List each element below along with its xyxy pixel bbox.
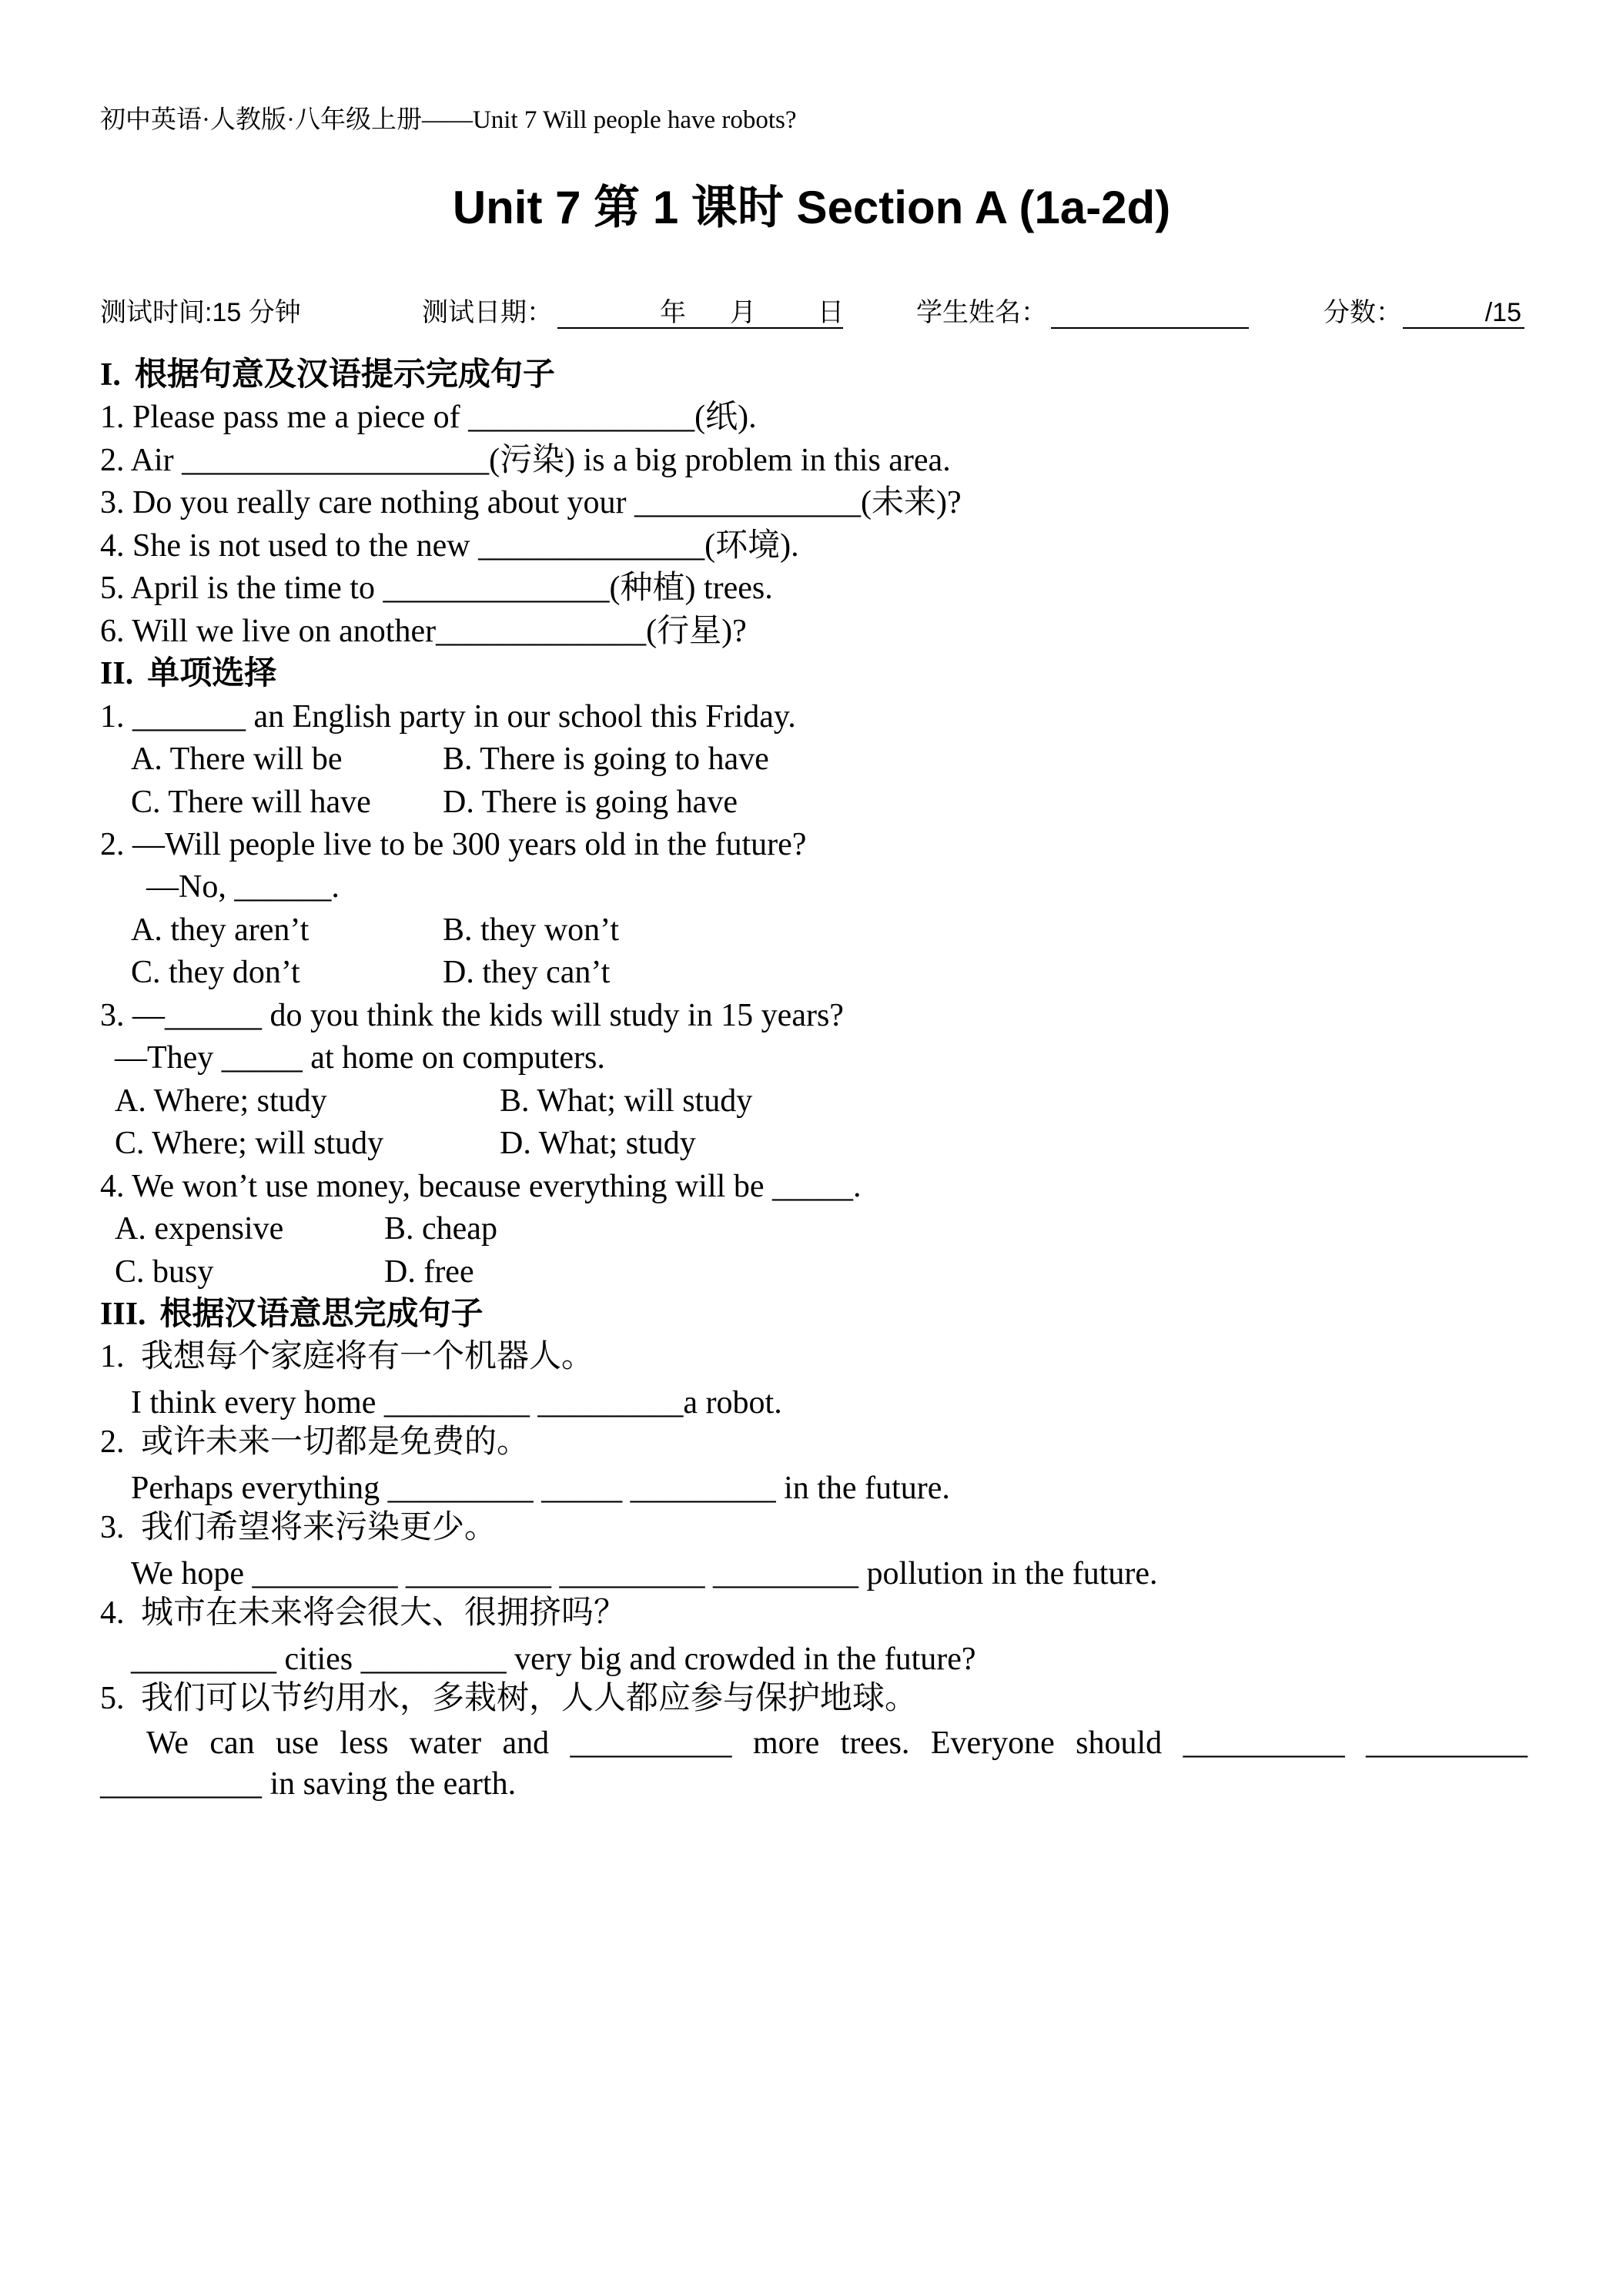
test-info-bar	[0, 293, 1623, 332]
student-name-field	[1051, 293, 1249, 329]
section-title: 根据句意及汉语提示完成句子	[134, 357, 555, 393]
chinese-prompt: 我们可以节约用水，多栽树，人人都应参与保护地球。	[141, 1681, 918, 1717]
question-2-1-options-cd	[100, 782, 1528, 824]
question-3-2-chinese	[100, 1421, 1528, 1464]
question-2-3-options-ab	[100, 1080, 1528, 1123]
question-2-2-options-cd	[100, 952, 1528, 994]
section-1-heading	[100, 354, 1528, 397]
course-header: 初中英语·人教版·八年级上册——Unit 7 Will people have robots?	[100, 106, 797, 134]
question-1-2: 2. Air ___________________(污染) is a big problem in this area.	[100, 442, 951, 478]
question-3-1-english: I think every home _________ _________a robot.	[131, 1384, 782, 1421]
question-3-5-english-line-2: __________ in saving the earth.	[100, 1766, 517, 1802]
option-a: A. There will be	[131, 741, 343, 778]
question-number: 2.	[100, 1424, 125, 1461]
chinese-prompt: 城市在未来将会很大、很拥挤吗？	[141, 1595, 627, 1632]
question-2-3-stem: 3. —______ do you think the kids will study in 15 years?	[100, 997, 844, 1033]
option-d: D. they can’t	[443, 955, 611, 991]
option-a: A. they aren’t	[131, 912, 310, 948]
question-number: 4.	[100, 1595, 125, 1632]
question-2-4-options-ab	[100, 1208, 1528, 1250]
question-number: 3.	[100, 1510, 125, 1546]
question-3-3-english: We hope _________ _________ _________ _________ pollution in the future.	[131, 1555, 1158, 1591]
date-month-label: 月	[730, 298, 756, 327]
worksheet-body	[100, 354, 1528, 1806]
question-2-1-options-ab	[100, 738, 1528, 781]
option-b: B. they won’t	[443, 912, 620, 948]
question-2-3-reply: —They _____ at home on computers.	[115, 1040, 605, 1076]
question-2-4-options-cd	[100, 1251, 1528, 1294]
test-date-field	[557, 293, 843, 329]
score-label: 分数：	[1323, 298, 1402, 327]
question-1-1: 1. Please pass me a piece of ______________(纸).	[100, 400, 757, 436]
option-c: C. they don’t	[131, 955, 300, 991]
question-1-6: 6. Will we live on another_____________(行星)?	[100, 613, 747, 649]
question-3-5-english-line-1: We can use less water and __________ more trees. Everyone should __________ __________	[146, 1725, 1528, 1761]
date-day-label: 日	[818, 298, 844, 327]
chinese-prompt: 我们希望将来污染更少。	[141, 1510, 497, 1546]
question-number: 1.	[100, 1339, 125, 1375]
date-year-label: 年	[660, 298, 686, 327]
question-3-5-chinese	[100, 1678, 1528, 1720]
option-d: D. What; study	[500, 1126, 696, 1162]
section-3-heading	[100, 1294, 1528, 1336]
section-2-heading	[100, 653, 1528, 695]
section-number: II.	[100, 656, 134, 692]
section-number: I.	[100, 357, 121, 393]
question-number: 5.	[100, 1681, 125, 1717]
test-date-label: 测试日期：	[422, 298, 553, 327]
question-2-3-options-cd	[100, 1123, 1528, 1165]
option-b: B. What; will study	[500, 1083, 753, 1119]
question-3-1-chinese	[100, 1336, 1528, 1378]
option-c: C. busy	[115, 1253, 214, 1290]
page-title: Unit 7 第 1 课时 Section A (1a-2d)	[452, 182, 1171, 233]
question-3-3-chinese	[100, 1507, 1528, 1549]
option-b: B. There is going to have	[443, 741, 769, 778]
score-total: /15	[1484, 298, 1521, 327]
chinese-prompt: 我想每个家庭将有一个机器人。	[141, 1339, 594, 1375]
option-c: C. There will have	[131, 784, 371, 820]
question-3-4-english: _________ cities _________ very big and crowded in the future?	[131, 1641, 976, 1677]
option-d: D. There is going have	[443, 784, 738, 820]
question-1-3: 3. Do you really care nothing about your ______________(未来)?	[100, 485, 962, 521]
question-2-4-stem: 4. We won’t use money, because everything will be _____.	[100, 1168, 862, 1204]
test-time: 测试时间:15 分钟	[100, 298, 301, 327]
student-name-label: 学生姓名：	[916, 298, 1047, 327]
section-title: 单项选择	[147, 656, 277, 692]
option-a: A. expensive	[115, 1211, 284, 1247]
option-a: A. Where; study	[115, 1083, 327, 1119]
question-2-2-stem: 2. —Will people live to be 300 years old in the future?	[100, 826, 807, 862]
chinese-prompt: 或许未来一切都是免费的。	[141, 1424, 530, 1461]
question-2-2-options-ab	[100, 909, 1528, 952]
option-c: C. Where; will study	[115, 1126, 384, 1162]
question-3-4-chinese	[100, 1592, 1528, 1635]
option-d: D. free	[384, 1253, 474, 1290]
question-1-5: 5. April is the time to ______________(种植) trees.	[100, 571, 773, 607]
question-1-4: 4. She is not used to the new ______________(环境).	[100, 527, 799, 564]
section-title: 根据汉语意思完成句子	[159, 1296, 484, 1332]
score-field	[1403, 293, 1524, 329]
option-b: B. cheap	[384, 1211, 497, 1247]
section-number: III.	[100, 1296, 146, 1332]
question-2-2-reply: —No, ______.	[146, 869, 340, 905]
question-2-1-stem: 1. _______ an English party in our school this Friday.	[100, 698, 796, 735]
question-3-2-english: Perhaps everything _________ _____ _________ in the future.	[131, 1470, 950, 1506]
